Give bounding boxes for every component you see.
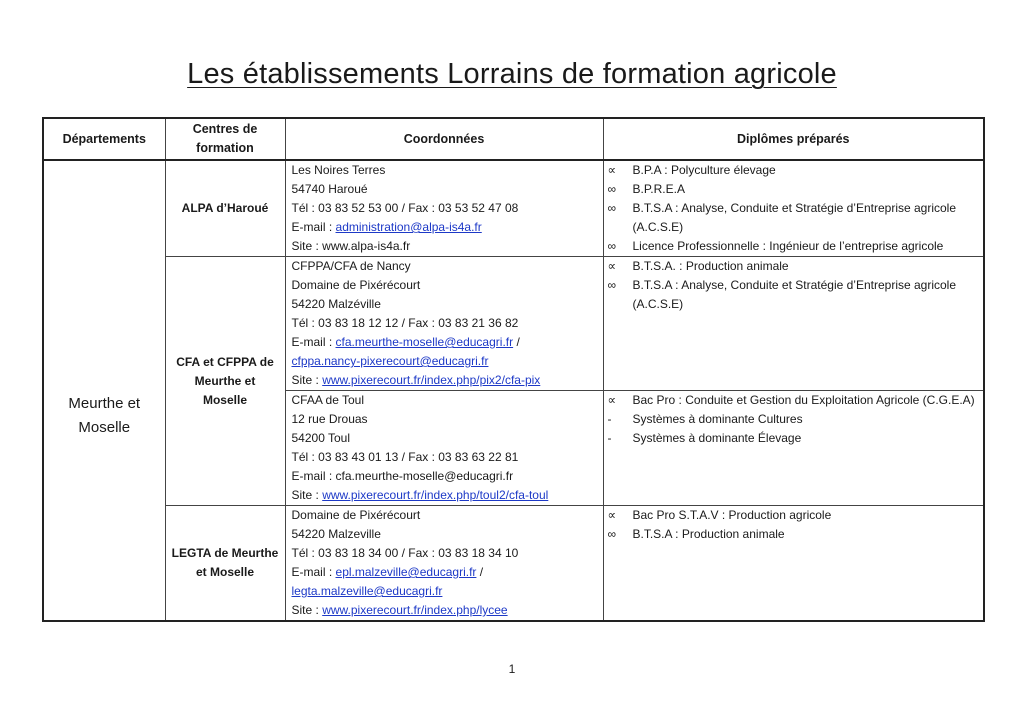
bullet-icon: ∞ (607, 239, 617, 253)
diplome-label: B.T.S.A : Analyse, Conduite et Stratégie d’Entreprise agricole (A.C.S.E) (632, 278, 957, 311)
coordonnee-label: E-mail : (291, 335, 336, 349)
bullet-icon: ∞ (607, 182, 617, 196)
diplome-label: Bac Pro : Conduite et Gestion du Exploitation Agricole (C.G.E.A) (632, 393, 975, 407)
diplomes-cell (603, 257, 984, 391)
diplome-label: Systèmes à dominante Cultures (632, 412, 803, 426)
diplome-item (604, 429, 984, 448)
centre-cell (165, 506, 285, 622)
diplome-item (604, 410, 984, 429)
coordonnee-line (286, 295, 603, 314)
page-title: Les établissements Lorrains de formation agricole (187, 58, 837, 90)
table-row (43, 506, 984, 622)
coordonnee-text: 54740 Haroué (291, 182, 368, 196)
centre-name-line: Moselle (202, 392, 247, 407)
coordonnee-line (286, 161, 603, 180)
coordonnees-cell (285, 257, 603, 391)
coordonnee-line (286, 333, 603, 352)
coordonnee-line (286, 601, 603, 620)
centre-name-line: ALPA d’Haroué (181, 201, 269, 215)
contact-link[interactable]: cfa.meurthe-moselle@educagri.fr (335, 335, 514, 349)
coordonnee-text: Domaine de Pixérécourt (291, 508, 421, 522)
diplome-item (604, 276, 984, 314)
coordonnee-label: Site : (291, 373, 323, 387)
diplome-label: Systèmes à dominante Élevage (632, 431, 802, 445)
contact-link[interactable]: www.pixerecourt.fr/index.php/pix2/cfa-pix (322, 373, 541, 387)
departement-line1: Meurthe et (68, 394, 141, 412)
coordonnee-line (286, 314, 603, 333)
diplomes-cell (603, 391, 984, 506)
coordonnee-line (286, 448, 603, 467)
coordonnee-line (286, 237, 603, 256)
coordonnee-text: Site : www.alpa-is4a.fr (291, 239, 411, 253)
coordonnee-separator: / (513, 335, 520, 349)
diplome-item (604, 161, 984, 180)
coordonnee-text: E-mail : cfa.meurthe-moselle@educagri.fr (291, 469, 514, 483)
coordonnee-separator: / (476, 565, 484, 579)
coordonnee-line (286, 199, 603, 218)
coordonnee-text: Domaine de Pixérécourt (291, 278, 421, 292)
bullet-icon: ∞ (607, 527, 617, 541)
header-centres-line2: formation (196, 141, 254, 155)
establishments-table (42, 117, 985, 622)
header-centres (165, 118, 285, 160)
bullet-icon: ∝ (607, 259, 617, 273)
diplome-label: Bac Pro S.T.A.V : Production agricole (632, 508, 832, 522)
diplome-item (604, 257, 984, 276)
coordonnee-line (286, 257, 603, 276)
coordonnee-line (286, 506, 603, 525)
bullet-icon: - (607, 412, 612, 426)
centre-name-line: et Moselle (195, 565, 255, 579)
coordonnee-text: 12 rue Drouas (291, 412, 368, 426)
bullet-icon: ∝ (607, 393, 617, 407)
coordonnee-line (286, 180, 603, 199)
coordonnee-text: 54220 Malzéville (291, 297, 381, 311)
coordonnee-label: Site : (291, 603, 323, 617)
centre-cell (165, 257, 285, 506)
header-coordonnees: Coordonnées (285, 118, 603, 160)
centre-name-line: CFA et CFPPA de (176, 354, 274, 369)
coordonnee-text: CFPPA/CFA de Nancy (291, 259, 411, 273)
coordonnee-text: Tél : 03 83 43 01 13 / Fax : 03 83 63 22 81 (291, 450, 519, 464)
diplomes-cell (603, 160, 984, 257)
coordonnee-line (286, 525, 603, 544)
contact-link[interactable]: www.pixerecourt.fr/index.php/lycee (322, 603, 508, 617)
diplome-label: B.T.S.A. : Production animale (632, 259, 789, 273)
diplome-item (604, 199, 984, 237)
bullet-icon: ∞ (607, 278, 617, 292)
centre-name-line: Meurthe et (194, 373, 256, 388)
diplome-item (604, 525, 984, 544)
table-row (43, 160, 984, 257)
bullet-icon: - (607, 431, 612, 445)
coordonnee-line (286, 391, 603, 410)
diplomes-cell (603, 506, 984, 622)
coordonnee-label: E-mail : (291, 220, 336, 234)
coordonnee-line (286, 582, 603, 601)
coordonnee-line (286, 276, 603, 295)
bullet-icon: ∞ (607, 201, 617, 215)
bullet-icon: ∝ (607, 163, 617, 177)
coordonnee-line (286, 218, 603, 237)
coordonnee-text: 54200 Toul (291, 431, 350, 445)
header-departements: Départements (43, 118, 165, 160)
diplome-item (604, 506, 984, 525)
coordonnees-cell (285, 506, 603, 622)
departement-cell (43, 160, 165, 621)
header-row (43, 118, 984, 160)
page-number: 1 (508, 662, 516, 676)
diplome-label: B.T.S.A : Analyse, Conduite et Stratégie d’Entreprise agricole (A.C.S.E) (632, 201, 957, 234)
coordonnee-text: CFAA de Toul (291, 393, 364, 407)
coordonnee-line (286, 371, 603, 390)
diplome-item (604, 391, 984, 410)
contact-link[interactable]: www.pixerecourt.fr/index.php/toul2/cfa-toul (322, 488, 549, 502)
coordonnee-line (286, 429, 603, 448)
bullet-icon: ∝ (607, 508, 617, 522)
diplome-label: B.T.S.A : Production animale (632, 527, 785, 541)
table-row (43, 257, 984, 391)
centre-cell (165, 160, 285, 257)
coordonnee-text: Tél : 03 83 52 53 00 / Fax : 03 53 52 47 08 (291, 201, 519, 215)
diplome-item (604, 237, 984, 256)
coordonnee-line (286, 410, 603, 429)
header-centres-line1: Centres de (192, 122, 258, 136)
diplome-label: B.P.A : Polyculture élevage (632, 163, 776, 177)
contact-link[interactable]: administration@alpa-is4a.fr (335, 220, 482, 234)
coordonnee-label: Site : (291, 488, 323, 502)
centre-name-line: LEGTA de Meurthe (171, 546, 279, 560)
contact-link[interactable]: legta.malzeville@educagri.fr (291, 584, 443, 598)
coordonnee-text: Tél : 03 83 18 34 00 / Fax : 03 83 18 34 10 (291, 546, 519, 560)
coordonnee-text: 54220 Malzeville (291, 527, 381, 541)
coordonnee-line (286, 467, 603, 486)
coordonnee-text: Tél : 03 83 18 12 12 / Fax : 03 83 21 36 82 (291, 316, 519, 330)
coordonnee-line (286, 352, 603, 371)
coordonnee-label: E-mail : (291, 565, 336, 579)
diplome-item (604, 180, 984, 199)
coordonnees-cell (285, 391, 603, 506)
coordonnee-text: Les Noires Terres (291, 163, 386, 177)
contact-link[interactable]: epl.malzeville@educagri.fr (335, 565, 477, 579)
coordonnee-line (286, 544, 603, 563)
coordonnee-line (286, 563, 603, 582)
departement-line2: Moselle (78, 418, 131, 436)
header-diplomes: Diplômes préparés (603, 118, 984, 160)
diplome-label: Licence Professionnelle : Ingénieur de l’entreprise agricole (632, 239, 944, 253)
coordonnee-line (286, 486, 603, 505)
contact-link[interactable]: cfppa.nancy-pixerecourt@educagri.fr (291, 354, 489, 368)
diplome-label: B.P.R.E.A (632, 182, 685, 196)
coordonnees-cell (285, 160, 603, 257)
